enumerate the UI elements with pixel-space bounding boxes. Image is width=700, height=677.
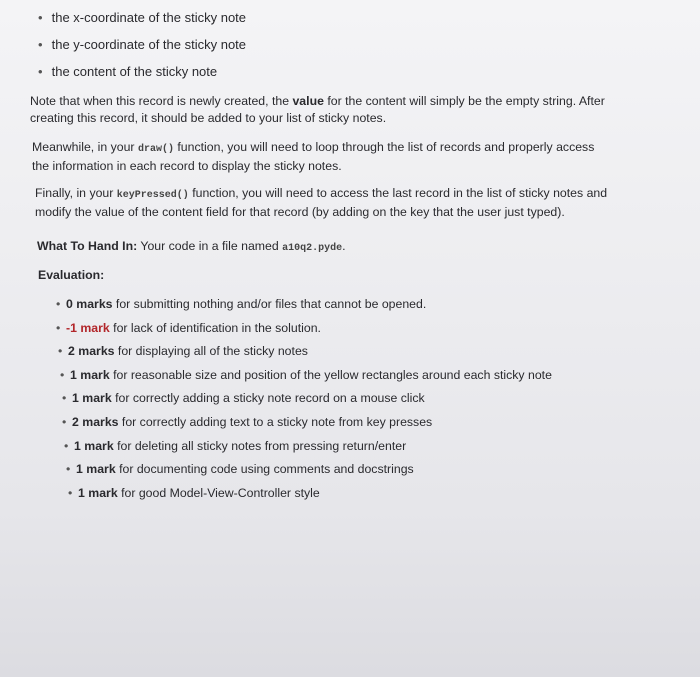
bullet-icon: • [38, 37, 43, 52]
code-draw: draw() [137, 144, 174, 155]
list-item: • 2 marks for displaying all of the sticky notes [58, 344, 308, 359]
marks-list [56, 296, 552, 508]
list-item: • the x-coordinate of the sticky note [38, 8, 246, 35]
bullet-icon: • [62, 391, 67, 406]
list-item: • 1 mark for deleting all sticky notes from pressing return/enter [64, 438, 407, 453]
paragraph-record-creation: Note that when this record is newly created, the value for the content will simply be the empty string. After creating this record, it should be added to your list of sticky notes. [30, 94, 605, 125]
bullet-icon: • [58, 344, 63, 359]
list-item: • 1 mark for good Model-View-Controller style [68, 485, 320, 500]
bullet-icon: • [66, 462, 71, 477]
paragraph-draw-function: Meanwhile, in your draw() function, you will need to loop through the list of records and properly access the information in each record to display the sticky notes. [32, 140, 595, 173]
bullet-icon: • [62, 414, 67, 429]
evaluation-heading: Evaluation: [38, 268, 105, 282]
code-keypressed: keyPressed() [116, 190, 189, 201]
list-item: • the y-coordinate of the sticky note [38, 35, 246, 62]
bullet-icon: • [56, 297, 61, 311]
list-item: • 1 mark for documenting code using comments and docstrings [66, 462, 414, 477]
filename: a10q2.pyde [282, 243, 343, 254]
list-item: • -1 mark for lack of identification in the solution. [56, 320, 321, 335]
list-item: • 2 marks for correctly adding text to a sticky note from key presses [62, 414, 433, 429]
hand-in-line: What To Hand In: Your code in a file named a10q2.pyde. [37, 239, 346, 254]
bullet-icon: • [64, 438, 69, 453]
list-item: • 0 marks for submitting nothing and/or files that cannot be opened. [56, 297, 427, 311]
list-item: • 1 mark for correctly adding a sticky note record on a mouse click [62, 391, 425, 406]
paragraph-keypressed-function: Finally, in your keyPressed() function, you will need to access the last record in the list of sticky notes and modify the value of the content field for that record (by adding on the key that the user just typed). [35, 186, 608, 219]
list-item: • the content of the sticky note [38, 62, 246, 89]
list-item: • 1 mark for reasonable size and position of the yellow rectangles around each sticky note [60, 367, 552, 382]
bullet-icon: • [68, 485, 73, 500]
bullet-icon: • [60, 367, 65, 382]
record-fields-list [38, 8, 246, 89]
bullet-icon: • [38, 10, 43, 25]
bullet-icon: • [38, 64, 43, 79]
bullet-icon: • [56, 320, 61, 335]
